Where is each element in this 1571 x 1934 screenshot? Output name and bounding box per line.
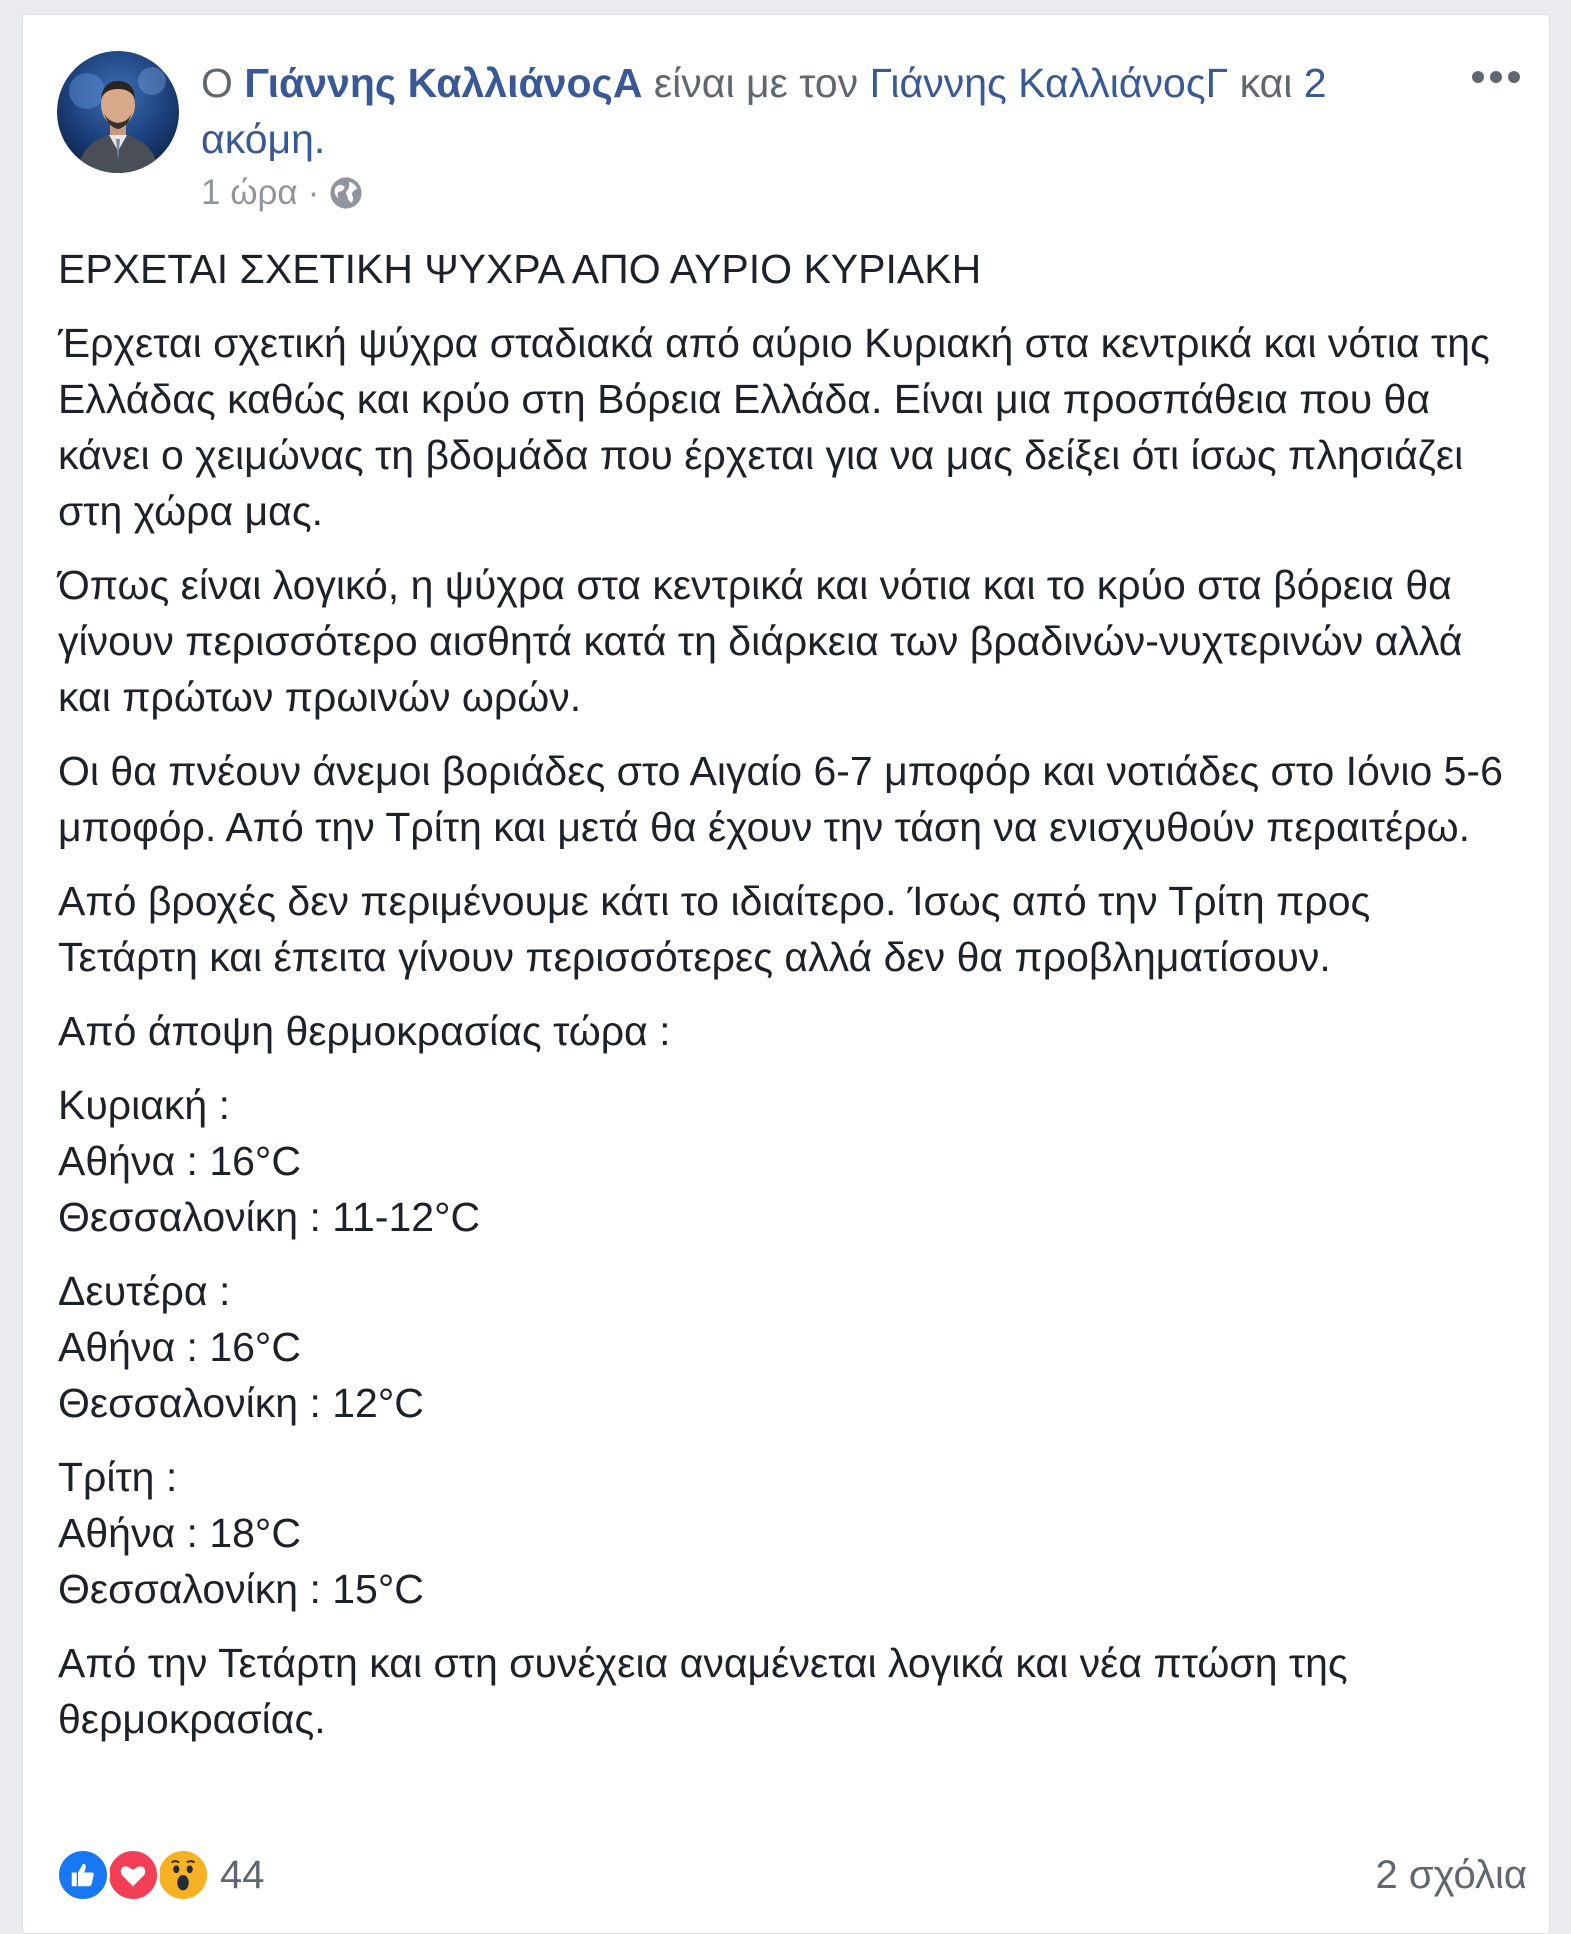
- post-timestamp[interactable]: 1 ώρα: [201, 173, 298, 212]
- forecast-day: [58, 1077, 1518, 1245]
- day-label: Τρίτη :: [58, 1454, 178, 1500]
- globe-icon[interactable]: [329, 176, 363, 210]
- forecast-day: [58, 1263, 1518, 1431]
- love-icon: [106, 1848, 160, 1902]
- athens-temp: Αθήνα : 16°C: [58, 1324, 301, 1370]
- thessaloniki-temp: Θεσσαλονίκη : 15°C: [58, 1566, 424, 1612]
- others-link[interactable]: 2 ακόμη.: [201, 60, 1327, 162]
- paragraph-5: Από άποψη θερμοκρασίας τώρα :: [58, 1008, 671, 1054]
- like-icon: [56, 1848, 110, 1902]
- day-label: Δευτέρα :: [58, 1268, 231, 1314]
- thessaloniki-temp: Θεσσαλονίκη : 11-12°C: [58, 1194, 481, 1240]
- post-content: [58, 241, 1518, 1765]
- athens-temp: Αθήνα : 18°C: [58, 1510, 301, 1556]
- comments-count-link[interactable]: 2 σχόλια: [1375, 1852, 1527, 1897]
- more-options-button[interactable]: [1468, 63, 1524, 91]
- post-card: [22, 14, 1550, 1934]
- avatar-photo: [57, 51, 179, 173]
- tagged-person-link[interactable]: Γιάννης ΚαλλιάνοςΓ: [869, 60, 1229, 106]
- reaction-count[interactable]: 44: [220, 1852, 265, 1897]
- paragraph-6: Από την Τετάρτη και στη συνέχεια αναμένεται λογικά και νέα πτώση της θερμοκρασίας.: [58, 1640, 1348, 1742]
- wow-icon: [156, 1848, 210, 1902]
- meta-separator: ·: [307, 173, 320, 212]
- post-footer: [56, 1845, 1527, 1905]
- and-text: και: [1239, 60, 1293, 106]
- forecast-day: [58, 1449, 1518, 1617]
- thessaloniki-temp: Θεσσαλονίκη : 12°C: [58, 1380, 424, 1426]
- paragraph-4: Από βροχές δεν περιμένουμε κάτι το ιδιαίτερο. Ίσως από την Τρίτη προς Τετάρτη και έπειτα γίνουν περισσότερες αλλά δεν θα προβληματίσουν.: [58, 878, 1371, 980]
- paragraph-2: Όπως είναι λογικό, η ψύχρα στα κεντρικά και νότια και το κρύο στα βόρεια θα γίνουν περισσότερο αισθητά κατά τη διάρκεια των βραδινών-νυχτερινών αλλά και πρώτων πρωινών ωρών.: [58, 562, 1463, 720]
- more-dots-icon: [1472, 71, 1484, 83]
- with-text: είναι με τον: [653, 60, 859, 106]
- paragraph-3: Οι θα πνέουν άνεμοι βοριάδες στο Αιγαίο 6-7 μποφόρ και νοτιάδες στο Ιόνιο 5-6 μποφόρ. Από την Τρίτη και μετά θα έχουν την τάση να ενισχυθούν περαιτέρω.: [58, 748, 1503, 850]
- paragraph-1: Έρχεται σχετική ψύχρα σταδιακά από αύριο Κυριακή στα κεντρικά και νότια της Ελλάδας καθώς και κρύο στη Βόρεια Ελλάδα. Είναι μια προσπάθεια που θα κάνει ο χειμώνας τη βδομάδα που έρχεται για να μας δείξει ότι ίσως πλησιάζει στη χώρα μας.: [58, 320, 1490, 534]
- post-meta: [201, 173, 363, 213]
- day-label: Κυριακή :: [58, 1082, 230, 1128]
- author-name-link[interactable]: Γιάννης ΚαλλιάνοςΑ: [244, 60, 643, 106]
- athens-temp: Αθήνα : 16°C: [58, 1138, 301, 1184]
- post-header: [201, 55, 1351, 167]
- post-headline: ΕΡΧΕΤΑΙ ΣΧΕΤΙΚΗ ΨΥΧΡΑ ΑΠΟ ΑΥΡΙΟ ΚΥΡΙΑΚΗ: [58, 246, 982, 292]
- author-avatar[interactable]: [57, 51, 179, 173]
- header-prefix: Ο: [201, 60, 233, 106]
- reactions-summary[interactable]: [56, 1848, 265, 1902]
